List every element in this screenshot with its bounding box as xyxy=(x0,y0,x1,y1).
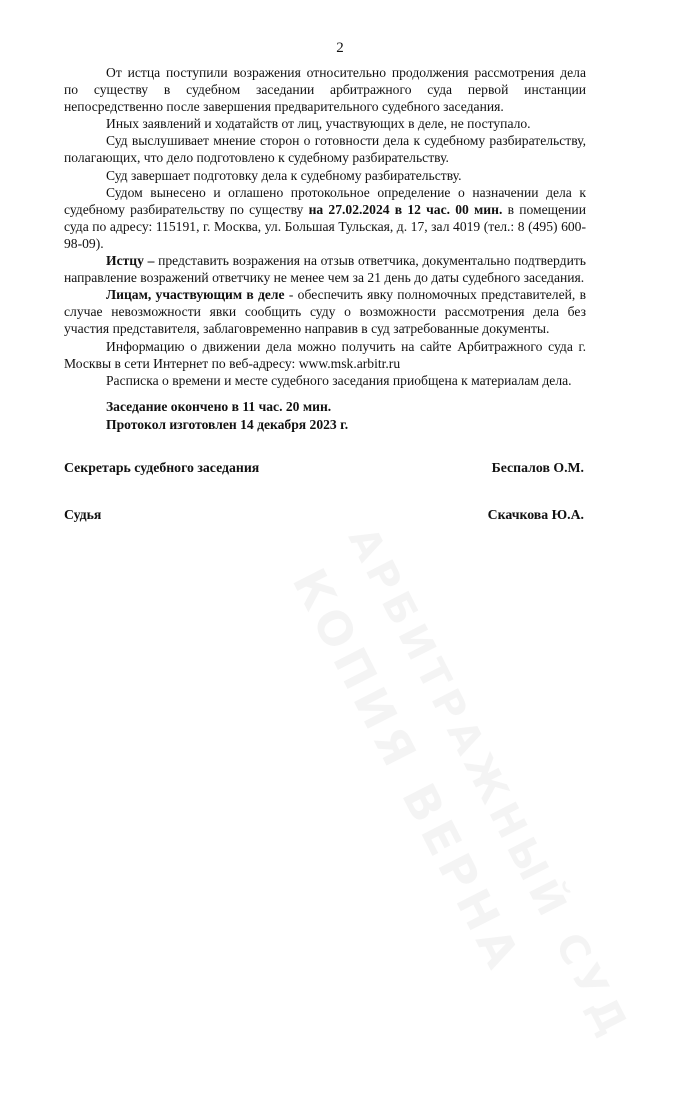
secretary-name: Беспалов О.М. xyxy=(491,460,584,475)
paragraph xyxy=(64,286,586,337)
closing-block xyxy=(106,398,348,433)
paragraph-text: - обеспечить явку полномочных представителей, в случае невозможности явки сообщить суду о возможности рассмотрения дела без участия представителя, заблаговременно направив в суд затребованные документы. xyxy=(64,287,586,337)
watermark-stamp xyxy=(282,560,603,1119)
paragraph xyxy=(64,372,586,389)
paragraph-text: Суд завершает подготовку дела к судебному разбирательству. xyxy=(106,167,462,183)
secretary-signature-row xyxy=(64,460,584,476)
paragraph xyxy=(64,64,586,115)
paragraph-text: От истца поступили возражения относительно продолжения рассмотрения дела по существу в судебном заседании арбитражного суда первой инстанции непосредственно после завершения предварительного судебного заседания. xyxy=(64,65,586,115)
watermark-stamp-secondary xyxy=(339,520,652,1075)
paragraph-text: в помещении суда по адресу: 115191, г. Москва, ул. Большая Тульская, д. 17, зал 4019 (тел.: 8 (495) 600-98-09). xyxy=(64,201,586,251)
paragraph-text: Информацию о движении дела можно получить на сайте Арбитражного суда г. Москвы в сети Интернет по веб-адресу: www.msk.arbitr.ru xyxy=(64,338,586,371)
paragraph xyxy=(64,252,586,286)
paragraph xyxy=(64,338,586,372)
watermark-text xyxy=(282,560,532,981)
judge-signature-row xyxy=(64,507,584,523)
paragraph-text: Суд выслушивает мнение сторон о готовности дела к судебному разбирательству, полагающих, что дело подготовлено к судебному разбирательству. xyxy=(64,133,586,166)
paragraph-text: Судом вынесено и оглашено протокольное определение о назначении дела к судебному разбирательству по существу xyxy=(64,184,586,217)
protocol-made-line: Протокол изготовлен 14 декабря 2023 г. xyxy=(106,416,349,432)
page-number: 2 xyxy=(336,40,344,56)
paragraph-bold-text: на 27.02.2024 в 12 час. 00 мин. xyxy=(308,201,503,217)
paragraph xyxy=(64,115,586,132)
secretary-title: Секретарь судебного заседания xyxy=(64,460,260,475)
paragraph-text: представить возражения на отзыв ответчика, документально подтвердить направление возражений ответчику не менее чем за 21 день до даты судебного заседания. xyxy=(64,253,587,286)
watermark-text-secondary xyxy=(339,520,638,1048)
paragraph-bold-text: Истцу – xyxy=(106,253,155,269)
judge-title: Судья xyxy=(64,507,102,522)
judge-name: Скачкова Ю.А. xyxy=(487,507,584,522)
paragraph-text: Расписка о времени и месте судебного заседания приобщена к материалам дела. xyxy=(106,372,572,388)
protocol-body xyxy=(64,64,586,389)
paragraph-bold-text: Лицам, участвующим в деле xyxy=(106,287,285,303)
session-ended-line: Заседание окончено в 11 час. 20 мин. xyxy=(106,399,332,414)
paragraph xyxy=(64,184,586,252)
paragraph xyxy=(64,167,586,184)
paragraph xyxy=(64,132,586,166)
paragraph-text: Иных заявлений и ходатайств от лиц, участвующих в деле, не поступало. xyxy=(106,116,531,132)
